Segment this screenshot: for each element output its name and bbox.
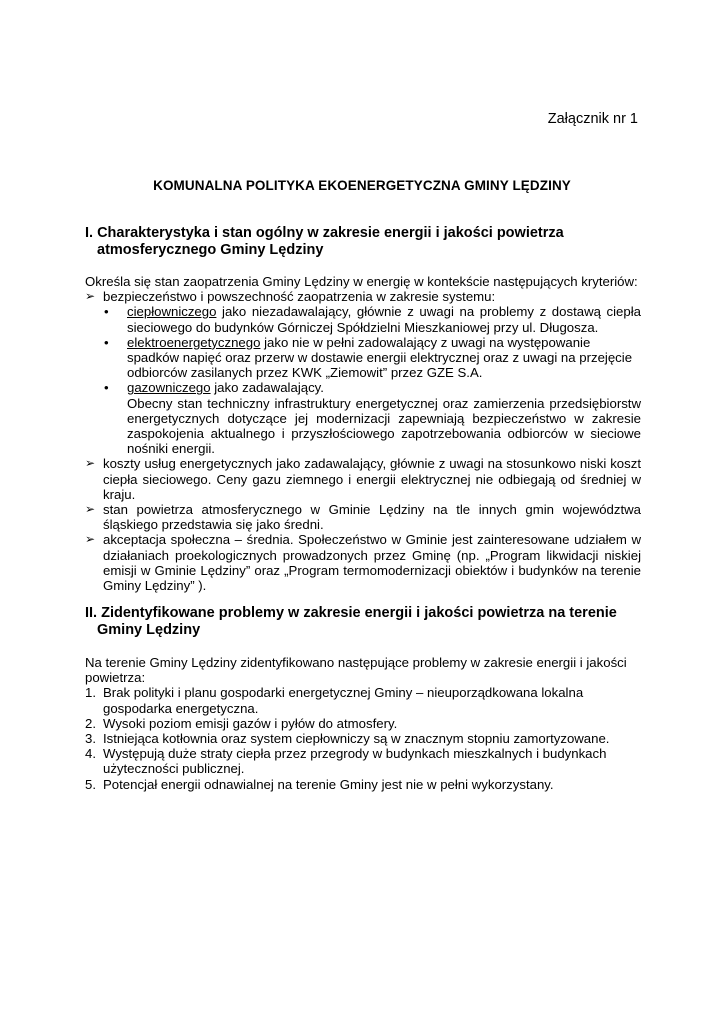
sub-criterion-item: [85, 380, 641, 395]
criterion-item: [85, 532, 641, 593]
section-2-heading: [85, 605, 645, 639]
problem-item: [85, 746, 641, 776]
criterion-text: stan powietrza atmosferycznego w Gminie Lędziny na tle innych gmin województwa śląskiego przedstawia się jako średni.: [103, 502, 641, 533]
sub-criterion-term: ciepłowniczego: [127, 304, 217, 320]
arrow-bullet-icon: ➢: [85, 289, 96, 304]
problem-number: 3.: [85, 731, 96, 747]
criterion-note: Obecny stan techniczny infrastruktury energetycznej oraz zamierzenia przedsiębiorstw energetycznych dotyczące jej modernizacji zapewniają bezpieczeństwo w zakresie zaspokojenia aktualnego i przyszłościowego zapotrzebowania odbiorców w sieciowe nośniki energii.: [127, 395, 641, 457]
sub-criterion-text: jako niezadawalający, głównie z uwagi na problemy z dostawą ciepła sieciowego do budynków Górniczej Spółdzielni Mieszkaniowej przy ul. Długosza.: [127, 304, 641, 335]
section-1-body: [85, 274, 641, 593]
section-2-intro: Na terenie Gminy Lędziny zidentyfikowano następujące problemy w zakresie energii i jakości powietrza:: [85, 655, 627, 686]
criterion-item: [85, 502, 641, 532]
problem-item: [85, 777, 641, 792]
problem-text: Potencjał energii odnawialnej na terenie Gminy jest nie w pełni wykorzystany.: [103, 776, 554, 792]
problem-number: 2.: [85, 715, 96, 731]
criterion-item: [85, 456, 641, 502]
sub-criterion-text: jako nie w pełni zadowalający z uwagi na występowanie spadków napięć oraz przerw w dostawie energii elektrycznej oraz z uwagi na przejęcie odbiorców zasilanych przez KWK „Ziemowit” przez GZE S.A.: [127, 334, 633, 381]
problem-text: Wysoki poziom emisji gazów i pyłów do atmosfery.: [103, 715, 398, 731]
sub-criterion-text: jako zadawalający.: [210, 380, 324, 396]
problem-item: [85, 685, 641, 715]
arrow-bullet-icon: ➢: [85, 532, 96, 547]
problem-item: [85, 731, 641, 746]
problem-text: Brak polityki i planu gospodarki energetycznej Gminy – nieuporządkowana lokalna gospodarka energetyczna.: [103, 685, 584, 716]
section-1-intro: Określa się stan zaopatrzenia Gminy Lędziny w energię w kontekście następujących kryteriów:: [85, 274, 638, 289]
section-2-heading-line1: II. Zidentyfikowane problemy w zakresie energii i jakości powietrza na terenie: [85, 605, 617, 621]
section-1-heading: [85, 225, 645, 259]
problem-number: 5.: [85, 776, 96, 792]
arrow-bullet-icon: ➢: [85, 456, 96, 471]
problem-item: [85, 716, 641, 731]
criterion-item: [85, 289, 641, 304]
section-2-body: [85, 655, 641, 792]
problem-number: 1.: [85, 685, 96, 701]
sub-criterion-item: [85, 335, 641, 381]
criterion-text: bezpieczeństwo i powszechność zaopatrzenia w zakresie systemu:: [103, 289, 496, 305]
dot-bullet-icon: •: [104, 380, 109, 396]
section-1-heading-line1: I. Charakterystyka i stan ogólny w zakresie energii i jakości powietrza: [85, 225, 564, 241]
annex-label: Załącznik nr 1: [547, 111, 638, 127]
dot-bullet-icon: •: [104, 334, 109, 350]
sub-criterion-item: [85, 304, 641, 334]
document-title: KOMUNALNA POLITYKA EKOENERGETYCZNA GMINY LĘDZINY: [153, 178, 571, 193]
problem-text: Występują duże straty ciepła przez przegrody w budynkach mieszkalnych i budynkach użyteczności publicznej.: [103, 746, 607, 777]
sub-criterion-term: gazowniczego: [127, 380, 211, 396]
dot-bullet-icon: •: [104, 304, 109, 320]
problem-text: Istniejąca kotłownia oraz system ciepłowniczy są w znacznym stopniu zamortyzowane.: [103, 731, 610, 747]
section-2-heading-line2: Gminy Lędziny: [97, 622, 201, 638]
problem-number: 4.: [85, 746, 96, 762]
arrow-bullet-icon: ➢: [85, 502, 96, 517]
criterion-text: akceptacja społeczna – średnia. Społeczeństwo w Gminie jest zainteresowane udziałem w działaniach proekologicznych prowadzonych przez Gminę (np. „Program likwidacji niskiej emisji w Gminie Lędziny” oraz „Program termomodernizacji obiektów i budynków na terenie Gminy Lędziny” ).: [103, 532, 641, 594]
criterion-text: koszty usług energetycznych jako zadawalający, głównie z uwagi na stosunkowo niski koszt ciepła sieciowego. Ceny gazu ziemnego i energii elektrycznej nie odbiegają od średniej w kraju.: [103, 456, 641, 502]
section-1-heading-line2: atmosferycznego Gminy Lędziny: [97, 242, 324, 258]
sub-criterion-term: elektroenergetycznego: [127, 334, 261, 350]
